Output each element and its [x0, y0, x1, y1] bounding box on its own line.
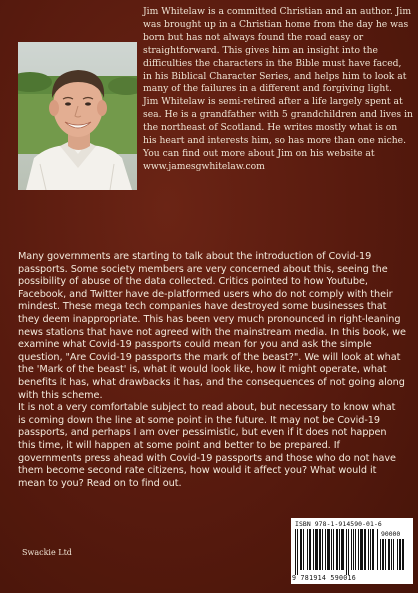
bio-paragraph: Jim Whitelaw is semi-retired after a life largely spent at sea. He is a grandfather with 5 grandchildren and lives in the northeast of Scotland. He writes mostly what is on his heart and interests him, so has more than one niche. You can find out more about Jim on his website at www.jamesgwhitelaw.com: [143, 96, 413, 172]
blurb-paragraph: It is not a very comfortable subject to read about, but necessary to know what is coming down the line at some point in the future. It may not be Covid-19 passports, and perhaps I am over pessimistic, but even if it does not happen this time, it will happen at some point and better to be prepared. If governments press ahead with Covid-19 passports and those who do not have them become second rate citizens, how would it affect you? What would it mean to you? Read on to find out.: [18, 402, 396, 489]
isbn-barcode: [291, 518, 413, 584]
addon-barcode-bars: [380, 539, 410, 575]
isbn-label: ISBN 978-1-914590-01-6: [295, 520, 382, 528]
ean-digits: 9 781914 590016: [292, 574, 357, 582]
author-bio: [143, 6, 413, 174]
addon-digits: 90000: [381, 530, 401, 538]
barcode-bars: [295, 529, 379, 575]
author-photo: [18, 42, 137, 190]
book-blurb: [18, 251, 406, 490]
blurb-paragraph: Many governments are starting to talk about the introduction of Covid-19 passports. Some society members are very concerned about this, seeing the possibility of abuse of the data collected. Critics pointed to how Youtube, Facebook, and Twitter have de-platformed users who do not comply with their mindest. These mega tech companies have destroyed some businesses that they deem inappropriate. This has been very much pronounced in right-leaning news stations that have not agreed with the mainstream media. In this book, we examine what Covid-19 passports could mean for you and ask the simple question, "Are Covid-19 passports the mark of the beast?". We will look at what the 'Mark of the beast' is, what it would look like, how it might operate, what benefits it has, what drawbacks it has, and the consequences of not going along with this scheme.: [18, 251, 406, 401]
publisher-name: Swackie Ltd: [22, 548, 72, 557]
bio-paragraph: Jim Whitelaw is a committed Christian and an author. Jim was brought up in a Christian home from the day he was born but has not always found the road easy or straightforward. This gives him an insight into the difficulties the characters in the Bible must have faced, in his Biblical Character Series, and helps him to look at many of the failures in a different and forgiving light.: [143, 6, 412, 95]
